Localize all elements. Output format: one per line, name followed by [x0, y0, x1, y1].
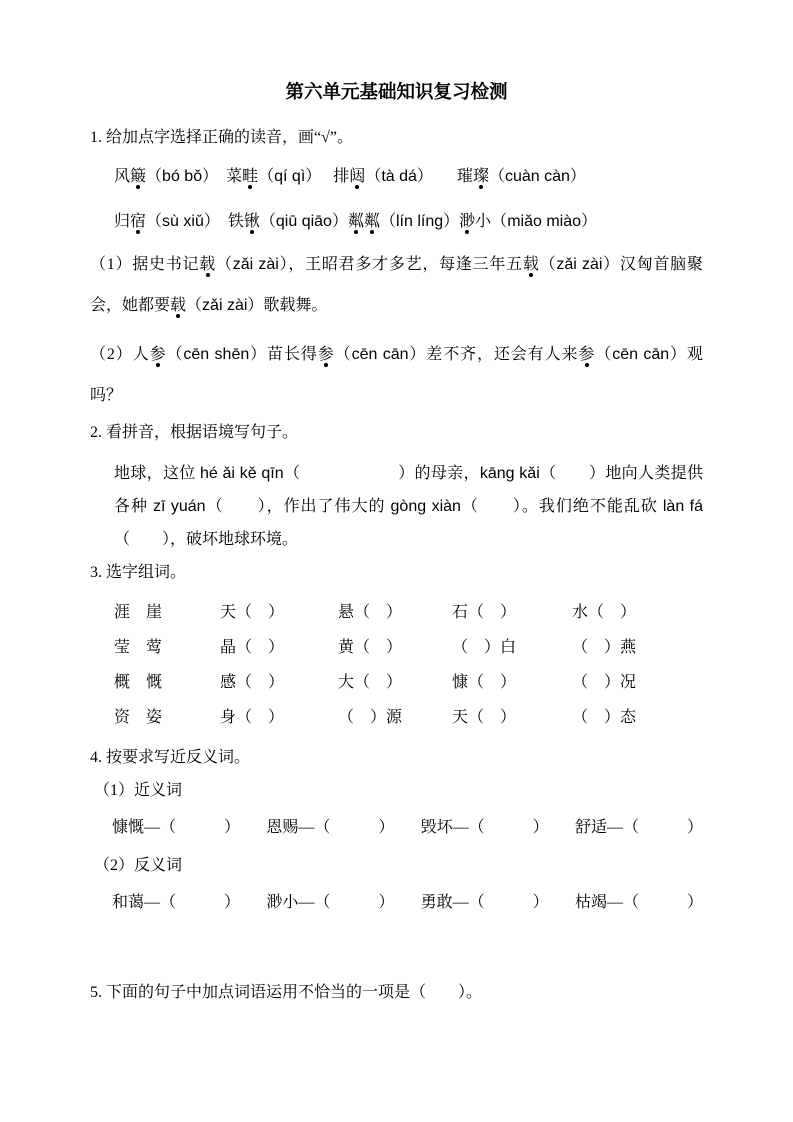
q3-cell: （ ）源	[338, 709, 403, 726]
q3-row	[90, 630, 703, 665]
q3-cell: 黄（ ）	[338, 639, 403, 656]
q4-item: 渺小—（ ）	[266, 894, 395, 911]
q4-part1-label: （1）近义词	[94, 782, 183, 799]
q3-cell: 水（ ）	[572, 604, 637, 621]
q4-part2-label: （2）反义词	[94, 857, 183, 874]
q3-cell: 资 姿	[114, 709, 163, 726]
q5-prompt: 5. 下面的句子中加点词语运用不恰当的一项是（ ）。	[90, 984, 483, 1001]
q4-item: 和蔼—（ ）	[112, 894, 241, 911]
q4-item: 慷慨—（ ）	[112, 819, 241, 836]
q4-item: 勇敢—（ ）	[420, 894, 549, 911]
q3-cell: 莹 莺	[114, 639, 163, 656]
q4-synonyms-row	[90, 807, 703, 849]
q3-cell: 石（ ）	[452, 604, 517, 621]
q2-prompt: 2. 看拼音，根据语境写句子。	[90, 424, 299, 441]
q1-words-row-2: 归宿（sù xiǔ） 铁锹（qiū qiāo）粼粼（lín líng）渺小（miǎo miào）	[114, 213, 598, 230]
q3-cell: 大（ ）	[338, 674, 403, 691]
q4-antonyms-row	[90, 882, 703, 924]
q3-cell: （ ）白	[452, 639, 517, 656]
q3-cell: 身（ ）	[220, 709, 285, 726]
q4-block	[90, 741, 703, 924]
q1-sentence-2: （2）人参（cēn shēn）苗长得参（cēn cān）差不齐，还会有人来参（cēn cān）观吗？	[90, 346, 703, 404]
q3-cell: （ ）燕	[572, 639, 637, 656]
q2-body: 地球，这位 hé ǎi kě qīn（ ）的母亲，kāng kǎi（ ）地向人类提供各种 zī yuán（ ），作出了伟大的 gòng xiàn（ ）。我们绝不能乱砍 làn fá（ ），破坏地球环境。	[114, 465, 703, 548]
q3-row	[90, 700, 703, 735]
q4-item: 舒适—（ ）	[574, 819, 703, 836]
q3-cell: 天（ ）	[452, 709, 517, 726]
q3-cell: （ ）况	[572, 674, 637, 691]
q1-words-row-1: 风簸（bó bǒ） 菜畦（qí qì） 排闼（tà dá） 璀璨（cuàn càn）	[114, 168, 586, 185]
q4-item: 毁坏—（ ）	[420, 819, 549, 836]
q3-prompt: 3. 选字组词。	[90, 564, 187, 581]
q4-item: 枯竭—（ ）	[574, 894, 703, 911]
q3-row	[90, 595, 703, 630]
q3-cell: 慷（ ）	[452, 674, 517, 691]
q3-cell: 天（ ）	[220, 604, 285, 621]
q3-cell: 概 慨	[114, 674, 163, 691]
q4-prompt: 4. 按要求写近反义词。	[90, 749, 251, 766]
q3-cell: 感（ ）	[220, 674, 285, 691]
q4-item: 恩赐—（ ）	[266, 819, 395, 836]
q3-cell: 涯 崖	[114, 604, 163, 621]
q3-table	[90, 595, 703, 735]
q3-row	[90, 665, 703, 700]
q1-prompt: 1. 给加点字选择正确的读音，画“√”。	[90, 129, 353, 146]
q3-cell: （ ）态	[572, 709, 637, 726]
q1-sentence-1: （1）据史书记载（zǎi zài），王昭君多才多艺，每逢三年五载（zǎi zài）汉匈首脑聚会，她都要载（zǎi zài）歌载舞。	[90, 256, 703, 314]
q3-cell: 晶（ ）	[220, 639, 285, 656]
page-title: 第六单元基础知识复习检测	[285, 83, 508, 103]
q3-cell: 悬（ ）	[338, 604, 403, 621]
